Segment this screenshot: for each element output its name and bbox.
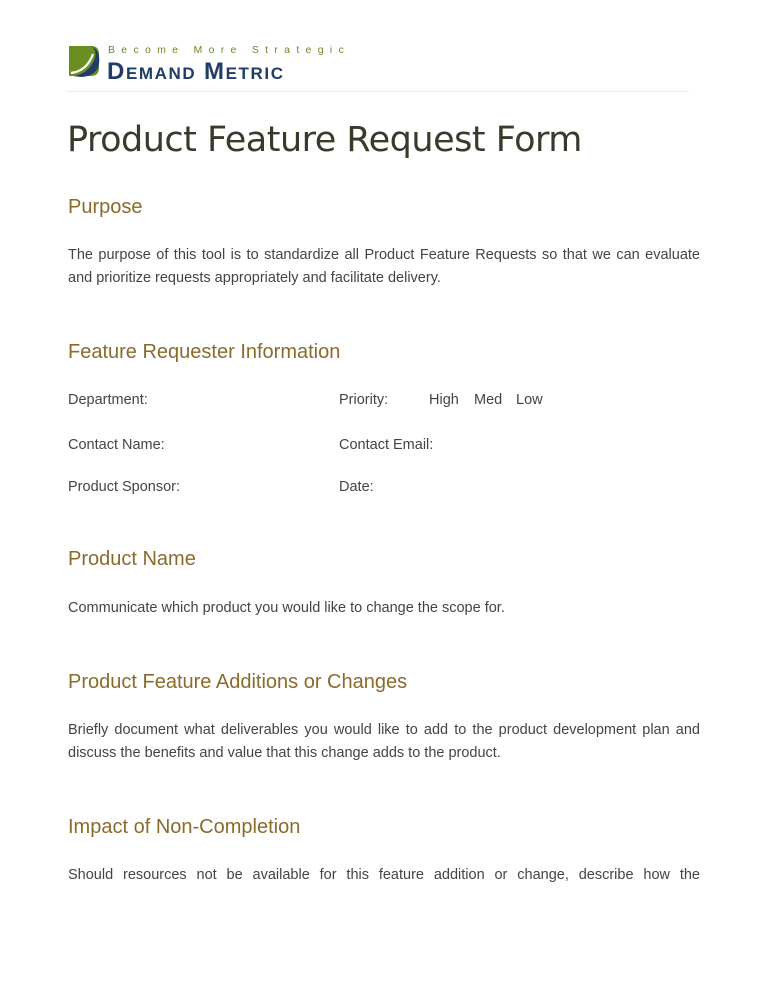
priority-option-low[interactable]: Low bbox=[516, 392, 543, 408]
contact-name-label: Contact Name: bbox=[68, 437, 165, 453]
product-sponsor-label: Product Sponsor: bbox=[68, 479, 181, 495]
additions-text: Briefly document what deliverables you would like to add to the product development plan and discuss the benefits and value that this change adds to the product. bbox=[68, 722, 700, 761]
priority-label: Priority: bbox=[339, 392, 389, 408]
product-name-text: Communicate which product you would like to change the scope for. bbox=[68, 600, 505, 616]
priority-option-med[interactable]: Med bbox=[474, 392, 503, 408]
impact-heading: Impact of Non-Completion bbox=[68, 816, 301, 838]
additions-heading: Product Feature Additions or Changes bbox=[68, 671, 408, 693]
document-title: Product Feature Request Form bbox=[67, 120, 582, 160]
product-name-heading: Product Name bbox=[68, 548, 196, 570]
priority-option-high[interactable]: High bbox=[429, 392, 459, 408]
date-label: Date: bbox=[339, 479, 374, 495]
purpose-text: The purpose of this tool is to standardize all Product Feature Requests so that we can evaluate and prioritize requests appropriately and facilitate delivery. bbox=[68, 247, 700, 286]
department-label: Department: bbox=[68, 392, 148, 408]
logo-name: DEMAND METRIC bbox=[107, 58, 285, 85]
requester-heading: Feature Requester Information bbox=[68, 341, 341, 363]
contact-email-label: Contact Email: bbox=[339, 437, 434, 453]
impact-text: Should resources not be available for this feature addition or change, describe how the bbox=[68, 867, 700, 883]
logo-tagline: Become More Strategic bbox=[108, 44, 351, 56]
header-divider bbox=[67, 91, 689, 92]
demand-metric-logo-icon bbox=[67, 44, 101, 78]
purpose-heading: Purpose bbox=[68, 196, 143, 218]
